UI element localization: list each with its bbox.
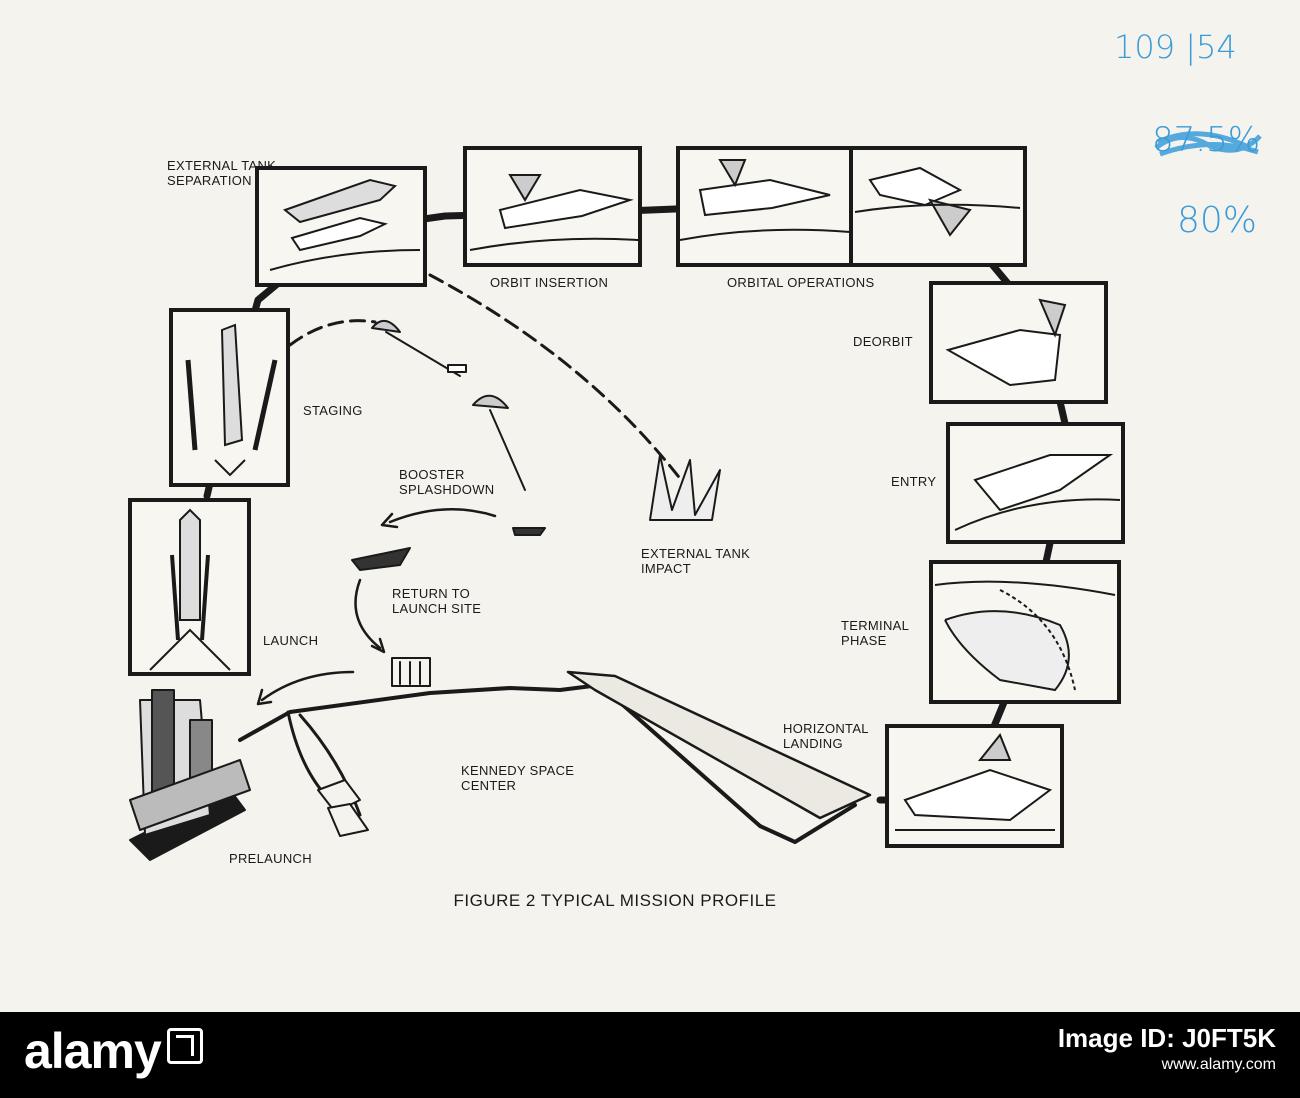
recovery-arrow-2 bbox=[356, 580, 381, 648]
image-id: Image ID: J0FT5K bbox=[1057, 1023, 1276, 1053]
recovery-arrow-3 bbox=[262, 672, 353, 700]
box-orbital-operations-2 bbox=[851, 148, 1025, 265]
label-horizontal-line1: HORIZONTAL bbox=[783, 721, 869, 736]
label-terminal-line1: TERMINAL bbox=[841, 618, 910, 633]
handwritten-percent: 80% bbox=[1177, 200, 1258, 241]
label-return-launch-site bbox=[392, 586, 481, 616]
label-booster-line1: BOOSTER bbox=[399, 467, 465, 482]
label-ext-tank-separation-line2: SEPARATION bbox=[167, 173, 252, 188]
label-orbital-operations: ORBITAL OPERATIONS bbox=[727, 275, 875, 290]
brand-mark-icon bbox=[167, 1028, 203, 1064]
box-ext-tank-separation bbox=[257, 168, 425, 285]
box-terminal-phase bbox=[931, 562, 1119, 702]
box-deorbit bbox=[931, 283, 1106, 402]
launch-pad bbox=[130, 690, 250, 860]
footer-info bbox=[1058, 1022, 1276, 1076]
label-staging: STAGING bbox=[303, 403, 363, 418]
footer-url: www.alamy.com bbox=[1161, 1056, 1276, 1073]
label-deorbit: DEORBIT bbox=[853, 334, 913, 349]
label-terminal-line2: PHASE bbox=[841, 633, 887, 648]
label-ext-tank-impact bbox=[641, 546, 750, 576]
label-launch: LAUNCH bbox=[263, 633, 319, 648]
box-launch bbox=[130, 500, 249, 674]
label-return-line1: RETURN TO bbox=[392, 586, 471, 601]
label-horizontal-line2: LANDING bbox=[783, 736, 843, 751]
label-booster-line2: SPLASHDOWN bbox=[399, 482, 495, 497]
tank-trajectory bbox=[430, 275, 685, 485]
label-booster-splashdown bbox=[399, 467, 494, 497]
label-prelaunch: PRELAUNCH bbox=[229, 851, 312, 866]
struck-text: 87.5% bbox=[1152, 120, 1261, 160]
label-kennedy-line1: KENNEDY SPACE bbox=[461, 763, 575, 778]
satellite-facility bbox=[318, 780, 368, 836]
label-kennedy-space-center bbox=[461, 763, 574, 793]
handwritten-ref: 109 |54 bbox=[1114, 28, 1237, 66]
label-orbit-insertion: ORBIT INSERTION bbox=[490, 275, 609, 290]
label-entry: ENTRY bbox=[891, 474, 937, 489]
box-entry bbox=[948, 424, 1123, 542]
box-orbit-insertion bbox=[465, 148, 640, 265]
label-ext-tank-impact-line2: IMPACT bbox=[641, 561, 691, 576]
recovery-arrow-1 bbox=[390, 509, 495, 522]
box-orbital-operations-1 bbox=[678, 148, 851, 265]
scribble-strike bbox=[1150, 118, 1270, 168]
box-staging bbox=[171, 310, 288, 485]
label-horizontal-landing bbox=[783, 721, 869, 751]
parachute-booster bbox=[372, 321, 525, 490]
label-ext-tank-separation bbox=[167, 158, 276, 188]
figure-caption: FIGURE 2 TYPICAL MISSION PROFILE bbox=[453, 891, 777, 910]
vab-building bbox=[392, 658, 430, 686]
brand-logo bbox=[24, 1022, 203, 1080]
label-terminal-phase bbox=[841, 618, 909, 648]
label-ext-tank-separation-line1: EXTERNAL TANK bbox=[167, 158, 277, 173]
label-return-line2: LAUNCH SITE bbox=[392, 601, 482, 616]
label-kennedy-line2: CENTER bbox=[461, 778, 517, 793]
box-horizontal-landing bbox=[887, 726, 1062, 846]
brand-wordmark: alamy bbox=[24, 1023, 161, 1079]
booster-trajectory bbox=[290, 321, 375, 345]
label-ext-tank-impact-line1: EXTERNAL TANK bbox=[641, 546, 751, 561]
